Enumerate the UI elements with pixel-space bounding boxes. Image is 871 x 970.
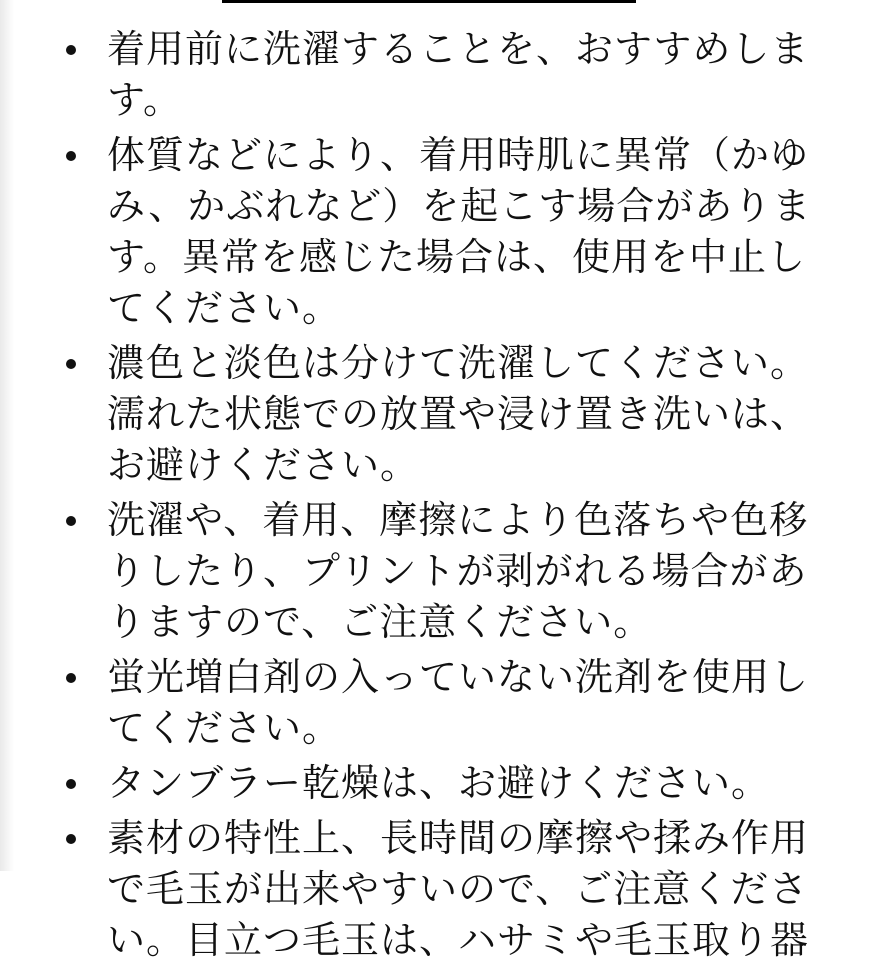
bullet-icon bbox=[66, 673, 76, 683]
care-notice-item bbox=[0, 130, 871, 334]
notice-line: 素材の特性上、長時間の摩擦や揉み作用 bbox=[107, 816, 810, 860]
bullet-icon bbox=[66, 779, 76, 789]
care-notice-item bbox=[0, 758, 871, 809]
care-notice-item bbox=[0, 495, 871, 648]
care-notice-item bbox=[0, 338, 871, 491]
notice-line: てください。 bbox=[107, 706, 342, 750]
notice-line: す。異常を感じた場合は、使用を中止し bbox=[107, 235, 806, 279]
bullet-icon bbox=[66, 834, 76, 844]
bullet-icon bbox=[66, 359, 76, 369]
notice-line: す。 bbox=[107, 78, 182, 122]
notice-line: み、かぶれなど）を起こす場合がありま bbox=[107, 184, 812, 228]
notice-line: 濡れた状態での放置や浸け置き洗いは、 bbox=[107, 392, 810, 436]
notice-line: 濃色と淡色は分けて洗濯してください。 bbox=[107, 341, 810, 385]
care-notice-item bbox=[0, 652, 871, 754]
notice-line: い。目立つ毛玉は、ハサミや毛玉取り器 bbox=[107, 918, 810, 962]
notice-line: 洗濯や、着用、摩擦により色落ちや色移 bbox=[107, 498, 809, 542]
notice-line: てください。 bbox=[107, 286, 342, 330]
notice-line: 着用前に洗濯することを、おすすめしま bbox=[107, 27, 810, 71]
bullet-icon bbox=[66, 45, 76, 55]
care-notice-item bbox=[0, 24, 871, 126]
notice-line: りますので、ご注意ください。 bbox=[107, 600, 653, 644]
bullet-icon bbox=[66, 516, 76, 526]
notice-line: お避けください。 bbox=[107, 443, 420, 487]
notice-line: 体質などにより、着用時肌に異常（かゆ bbox=[107, 133, 810, 177]
notice-line: タンブラー乾燥は、お避けください。 bbox=[107, 761, 771, 805]
top-divider bbox=[222, 0, 636, 3]
care-notice-item bbox=[0, 813, 871, 966]
care-notice-list bbox=[0, 24, 871, 970]
bullet-icon bbox=[66, 151, 76, 161]
notice-line: で毛玉が出来やすいので、ご注意くださ bbox=[107, 867, 809, 911]
notice-line: 蛍光増白剤の入っていない洗剤を使用し bbox=[107, 655, 810, 699]
notice-line: りしたり、プリントが剥がれる場合があ bbox=[107, 549, 808, 593]
